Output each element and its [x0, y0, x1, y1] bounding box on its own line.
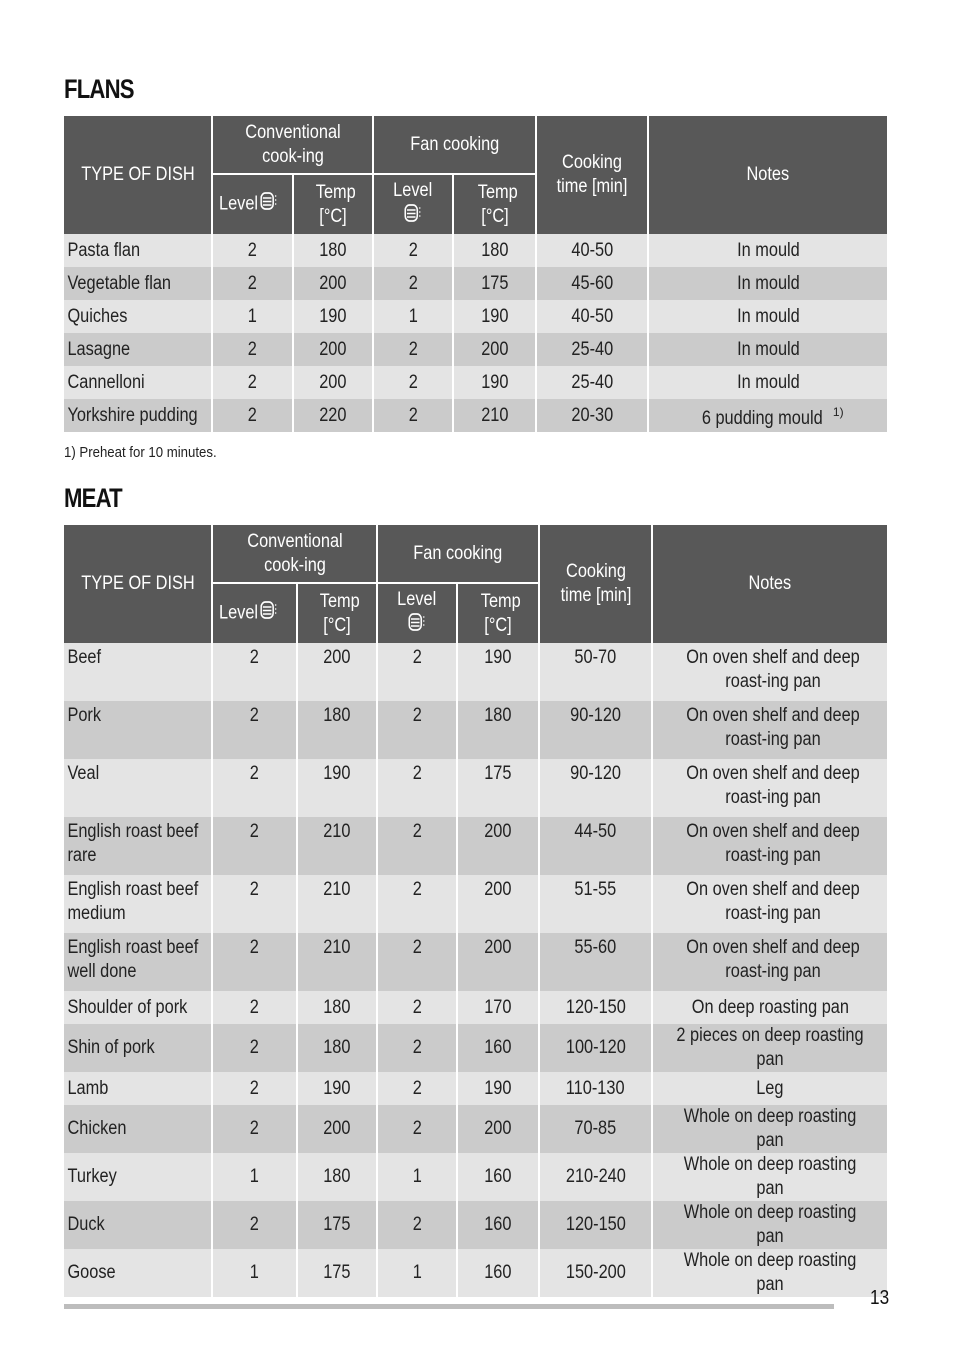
cell-fan-temp: 180 [457, 701, 539, 759]
cell-fan-level: 2 [377, 991, 457, 1024]
table-row [64, 643, 887, 701]
cell-dish: Chicken [64, 1105, 212, 1153]
header-fan-level: Level [377, 583, 457, 643]
cell-time: 25-40 [536, 366, 648, 399]
cell-time: 50-70 [539, 643, 652, 701]
cell-time: 45-60 [536, 267, 648, 300]
header-fan: Fan cooking [377, 525, 539, 583]
flans-title: FLANS [64, 74, 134, 104]
cell-conv-level: 2 [212, 643, 297, 701]
table-row [64, 1105, 887, 1153]
cell-fan-level: 2 [377, 1072, 457, 1105]
page-number: 13 [870, 1287, 890, 1309]
cell-conv-level: 2 [212, 1072, 297, 1105]
cell-notes: On oven shelf and deep roast-ing pan [652, 817, 887, 875]
cell-conv-level: 2 [212, 267, 293, 300]
cell-time: 40-50 [536, 234, 648, 267]
cell-fan-temp: 160 [457, 1201, 539, 1249]
footer-rule [64, 1304, 834, 1309]
cell-conv-level: 2 [212, 399, 293, 432]
cell-time: 55-60 [539, 933, 652, 991]
cell-notes: 6 pudding mould $^{1)}$ [648, 399, 887, 432]
cell-conv-temp: 180 [297, 1024, 377, 1072]
header-fan-temp: Temp [°C] [453, 174, 536, 234]
cell-conv-temp: 190 [293, 300, 373, 333]
cell-conv-temp: 190 [297, 759, 377, 817]
cell-fan-temp: 200 [457, 933, 539, 991]
table-row [64, 701, 887, 759]
table-row [64, 933, 887, 991]
cell-time: 90-120 [539, 759, 652, 817]
cell-notes: Whole on deep roasting pan [652, 1153, 887, 1201]
header-conv-level: Level [212, 174, 293, 234]
cell-fan-level: 2 [377, 701, 457, 759]
footnote-marker: 1) [832, 405, 844, 420]
table-row [64, 1024, 887, 1072]
header-conv-temp: Temp [°C] [297, 583, 377, 643]
cell-conv-temp: 190 [297, 1072, 377, 1105]
cell-dish: Duck [64, 1201, 212, 1249]
cell-fan-level: 2 [373, 234, 453, 267]
cell-fan-level: 1 [373, 300, 453, 333]
cell-dish: Beef [64, 643, 212, 701]
cell-dish: English roast beef well done [64, 933, 212, 991]
table-row [64, 1153, 887, 1201]
oven-level-icon [408, 612, 425, 639]
cell-notes: On deep roasting pan [652, 991, 887, 1024]
cell-time: 20-30 [536, 399, 648, 432]
cell-conv-level: 1 [212, 1153, 297, 1201]
cell-dish: Turkey [64, 1153, 212, 1201]
cell-conv-level: 2 [212, 817, 297, 875]
cell-time: 150-200 [539, 1249, 652, 1297]
table-row [64, 234, 887, 267]
table-row [64, 875, 887, 933]
cell-fan-level: 2 [377, 1201, 457, 1249]
cell-conv-temp: 200 [293, 333, 373, 366]
cell-conv-level: 2 [212, 366, 293, 399]
cell-conv-level: 2 [212, 1201, 297, 1249]
cell-fan-level: 2 [377, 759, 457, 817]
cell-fan-level: 2 [377, 933, 457, 991]
cell-notes: Leg [652, 1072, 887, 1105]
table-row [64, 399, 887, 432]
cell-conv-temp: 200 [297, 643, 377, 701]
cell-conv-temp: 175 [297, 1249, 377, 1297]
cell-dish: English roast beef rare [64, 817, 212, 875]
cell-notes: In mould [648, 300, 887, 333]
table-row [64, 991, 887, 1024]
header-type: TYPE OF DISH [64, 116, 212, 234]
cell-notes: On oven shelf and deep roast-ing pan [652, 643, 887, 701]
cell-conv-level: 2 [212, 759, 297, 817]
cell-conv-temp: 180 [293, 234, 373, 267]
cell-fan-level: 2 [373, 366, 453, 399]
cell-fan-level: 2 [377, 1024, 457, 1072]
cell-time: 25-40 [536, 333, 648, 366]
cell-dish: Vegetable flan [64, 267, 212, 300]
cell-notes: Whole on deep roasting pan [652, 1105, 887, 1153]
cell-fan-level: 2 [377, 1105, 457, 1153]
cell-dish: Yorkshire pudding [64, 399, 212, 432]
cell-notes: On oven shelf and deep roast-ing pan [652, 875, 887, 933]
cell-conv-temp: 180 [297, 701, 377, 759]
footnote: 1) Preheat for 10 minutes. [64, 444, 217, 461]
cell-dish: Veal [64, 759, 212, 817]
cell-dish: Goose [64, 1249, 212, 1297]
cell-fan-temp: 200 [457, 817, 539, 875]
cell-fan-temp: 190 [453, 366, 536, 399]
cell-fan-temp: 210 [453, 399, 536, 432]
header-conv-temp: Temp [°C] [293, 174, 373, 234]
cell-conv-level: 2 [212, 701, 297, 759]
cell-fan-temp: 170 [457, 991, 539, 1024]
cell-fan-temp: 200 [453, 333, 536, 366]
cell-fan-temp: 160 [457, 1249, 539, 1297]
cell-time: 110-130 [539, 1072, 652, 1105]
table-row [64, 366, 887, 399]
cell-conv-temp: 200 [293, 267, 373, 300]
header-conv-level: Level [212, 583, 297, 643]
cell-dish: Lasagne [64, 333, 212, 366]
table-row [64, 1072, 887, 1105]
cell-fan-temp: 200 [457, 1105, 539, 1153]
cell-notes: In mould [648, 366, 887, 399]
cell-notes: In mould [648, 267, 887, 300]
header-notes: Notes [652, 525, 887, 643]
table-row [64, 1249, 887, 1297]
oven-level-icon [261, 191, 278, 218]
table-row [64, 333, 887, 366]
cell-conv-temp: 175 [297, 1201, 377, 1249]
cell-conv-temp: 200 [297, 1105, 377, 1153]
cell-conv-level: 2 [212, 933, 297, 991]
cell-fan-temp: 190 [453, 300, 536, 333]
cell-notes: Whole on deep roasting pan [652, 1249, 887, 1297]
cell-conv-level: 1 [212, 300, 293, 333]
cell-conv-temp: 220 [293, 399, 373, 432]
cell-fan-level: 1 [377, 1249, 457, 1297]
table-row [64, 817, 887, 875]
cell-time: 44-50 [539, 817, 652, 875]
cell-notes: On oven shelf and deep roast-ing pan [652, 933, 887, 991]
cell-conv-level: 2 [212, 991, 297, 1024]
header-notes: Notes [648, 116, 887, 234]
header-fan-level: Level [373, 174, 453, 234]
table-row [64, 300, 887, 333]
meat-title: MEAT [64, 483, 122, 513]
cell-dish: Quiches [64, 300, 212, 333]
oven-level-icon [261, 600, 278, 627]
cell-conv-temp: 210 [297, 933, 377, 991]
cell-time: 51-55 [539, 875, 652, 933]
cell-fan-temp: 160 [457, 1153, 539, 1201]
cell-notes: On oven shelf and deep roast-ing pan [652, 759, 887, 817]
table-row [64, 759, 887, 817]
cell-notes: In mould [648, 234, 887, 267]
oven-level-icon [404, 203, 421, 230]
cell-time: 210-240 [539, 1153, 652, 1201]
cell-fan-level: 2 [377, 817, 457, 875]
cell-fan-level: 2 [373, 267, 453, 300]
cell-conv-level: 2 [212, 1105, 297, 1153]
cell-conv-level: 2 [212, 234, 293, 267]
cell-dish: English roast beef medium [64, 875, 212, 933]
cell-time: 120-150 [539, 1201, 652, 1249]
cell-time: 90-120 [539, 701, 652, 759]
cell-fan-temp: 190 [457, 1072, 539, 1105]
cell-fan-level: 2 [373, 399, 453, 432]
cell-fan-level: 2 [377, 643, 457, 701]
flans-table [64, 116, 887, 432]
cell-time: 70-85 [539, 1105, 652, 1153]
meat-table [64, 525, 887, 1297]
table-row [64, 1201, 887, 1249]
cell-fan-temp: 190 [457, 643, 539, 701]
cell-conv-temp: 210 [297, 817, 377, 875]
cell-notes: In mould [648, 333, 887, 366]
cell-dish: Cannelloni [64, 366, 212, 399]
cell-conv-temp: 180 [297, 1153, 377, 1201]
cell-conv-level: 2 [212, 1024, 297, 1072]
cell-notes: 2 pieces on deep roasting pan [652, 1024, 887, 1072]
cell-dish: Pasta flan [64, 234, 212, 267]
cell-fan-temp: 160 [457, 1024, 539, 1072]
cell-conv-temp: 210 [297, 875, 377, 933]
header-fan: Fan cooking [373, 116, 536, 174]
cell-time: 120-150 [539, 991, 652, 1024]
cell-conv-level: 2 [212, 333, 293, 366]
header-time: Cooking time [min] [536, 116, 648, 234]
cell-time: 40-50 [536, 300, 648, 333]
cell-fan-level: 2 [377, 875, 457, 933]
table-row [64, 267, 887, 300]
header-type: TYPE OF DISH [64, 525, 212, 643]
header-fan-temp: Temp [°C] [457, 583, 539, 643]
cell-fan-temp: 200 [457, 875, 539, 933]
cell-notes: Whole on deep roasting pan [652, 1201, 887, 1249]
header-time: Cooking time [min] [539, 525, 652, 643]
cell-dish: Pork [64, 701, 212, 759]
cell-conv-level: 2 [212, 875, 297, 933]
cell-conv-level: 1 [212, 1249, 297, 1297]
cell-dish: Shoulder of pork [64, 991, 212, 1024]
header-conventional: Conventional cook-ing [212, 116, 373, 174]
cell-dish: Lamb [64, 1072, 212, 1105]
cell-time: 100-120 [539, 1024, 652, 1072]
header-conventional: Conventional cook-ing [212, 525, 377, 583]
cell-fan-level: 2 [373, 333, 453, 366]
cell-dish: Shin of pork [64, 1024, 212, 1072]
cell-fan-temp: 175 [453, 267, 536, 300]
cell-conv-temp: 180 [297, 991, 377, 1024]
cell-fan-temp: 175 [457, 759, 539, 817]
cell-fan-level: 1 [377, 1153, 457, 1201]
cell-notes: On oven shelf and deep roast-ing pan [652, 701, 887, 759]
cell-fan-temp: 180 [453, 234, 536, 267]
cell-conv-temp: 200 [293, 366, 373, 399]
